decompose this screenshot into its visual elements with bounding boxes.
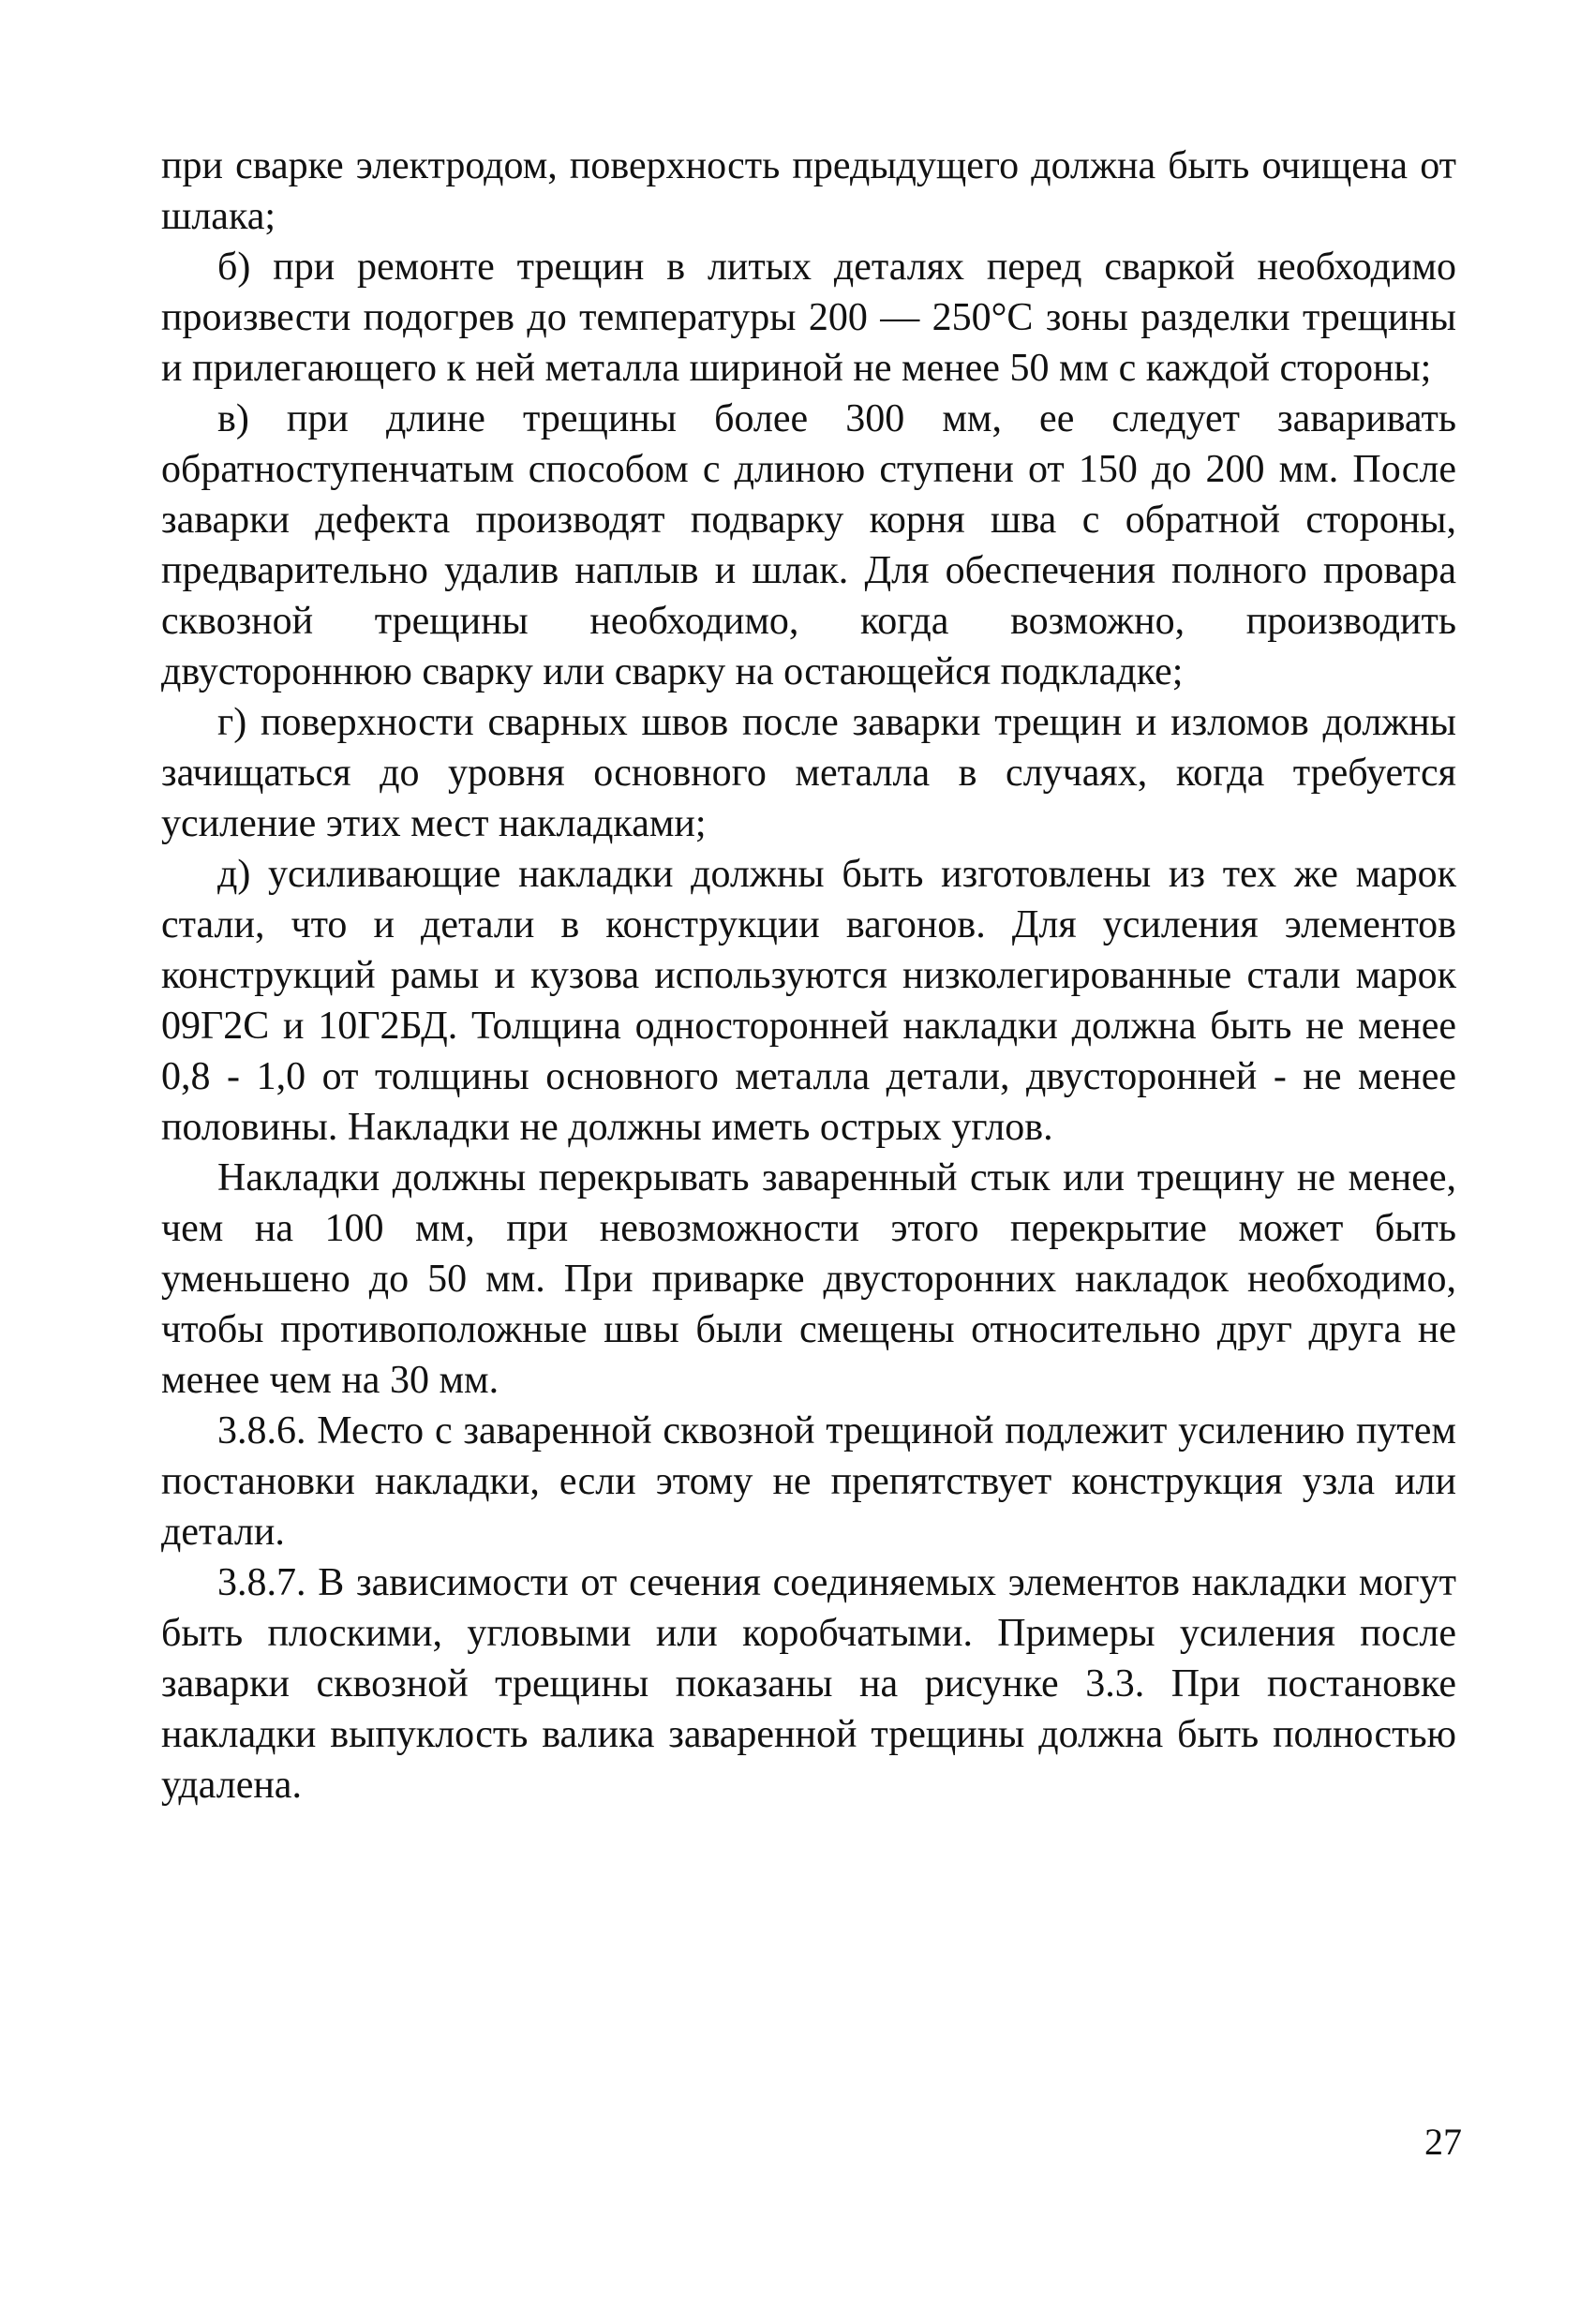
page-number: 27: [1424, 2121, 1462, 2163]
paragraph-item-v: в) при длине трещины более 300 мм, ее следует заваривать обратноступенчатым способом с длиною ступени от 150 до 200 мм. После заварки дефекта производят подварку корня шва с обратной стороны, предварительно удалив наплыв и шлак. Для обеспечения полного провара сквозной трещины необходимо, когда возможно, производить двустороннюю сварку или сварку на остающейся подкладке;: [161, 397, 1456, 693]
paragraph-item-b: б) при ремонте трещин в литых деталях перед сваркой необходимо произвести подогрев до температуры 200 — 250°С зоны разделки трещины и прилегающего к ней металла шириной не менее 50 мм с каждой стороны;: [161, 246, 1456, 390]
paragraph-section-3-8-6: 3.8.6. Место с заваренной сквозной трещиной подлежит усилению путем постановки накладки, если этому не препятствует конструкция узла или детали.: [161, 1409, 1456, 1554]
paragraph-section-3-8-7: 3.8.7. В зависимости от сечения соединяемых элементов накладки могут быть плоскими, угловыми или коробчатыми. Примеры усиления после заварки сквозной трещины показаны на рисунке 3.3. При постановке накладки выпуклость валика заваренной трещины должна быть полностью удалена.: [161, 1561, 1456, 1807]
paragraph-item-d: д) усиливающие накладки должны быть изготовлены из тех же марок стали, что и детали в конструкции вагонов. Для усиления элементов конструкций рамы и кузова используются низколегированные стали марок 09Г2С и 10Г2БД. Толщина односторонней накладки должна быть не менее 0,8 - 1,0 от толщины основного металла детали, двусторонней - не менее половины. Накладки не должны иметь острых углов.: [161, 853, 1456, 1149]
body-text: [161, 141, 1456, 1810]
paragraph-item-g: г) поверхности сварных швов после заварки трещин и изломов должны зачищаться до уровня основного металла в случаях, когда требуется усиление этих мест накладками;: [161, 701, 1456, 845]
paragraph-overlap: Накладки должны перекрывать заваренный стык или трещину не менее, чем на 100 мм, при невозможности этого перекрытие может быть уменьшено до 50 мм. При приварке двусторонних накладок необходимо, чтобы противоположные швы были смещены относительно друг друга не менее чем на 30 мм.: [161, 1156, 1456, 1402]
paragraph-continuation: при сварке электродом, поверхность предыдущего должна быть очищена от шлака;: [161, 144, 1456, 238]
